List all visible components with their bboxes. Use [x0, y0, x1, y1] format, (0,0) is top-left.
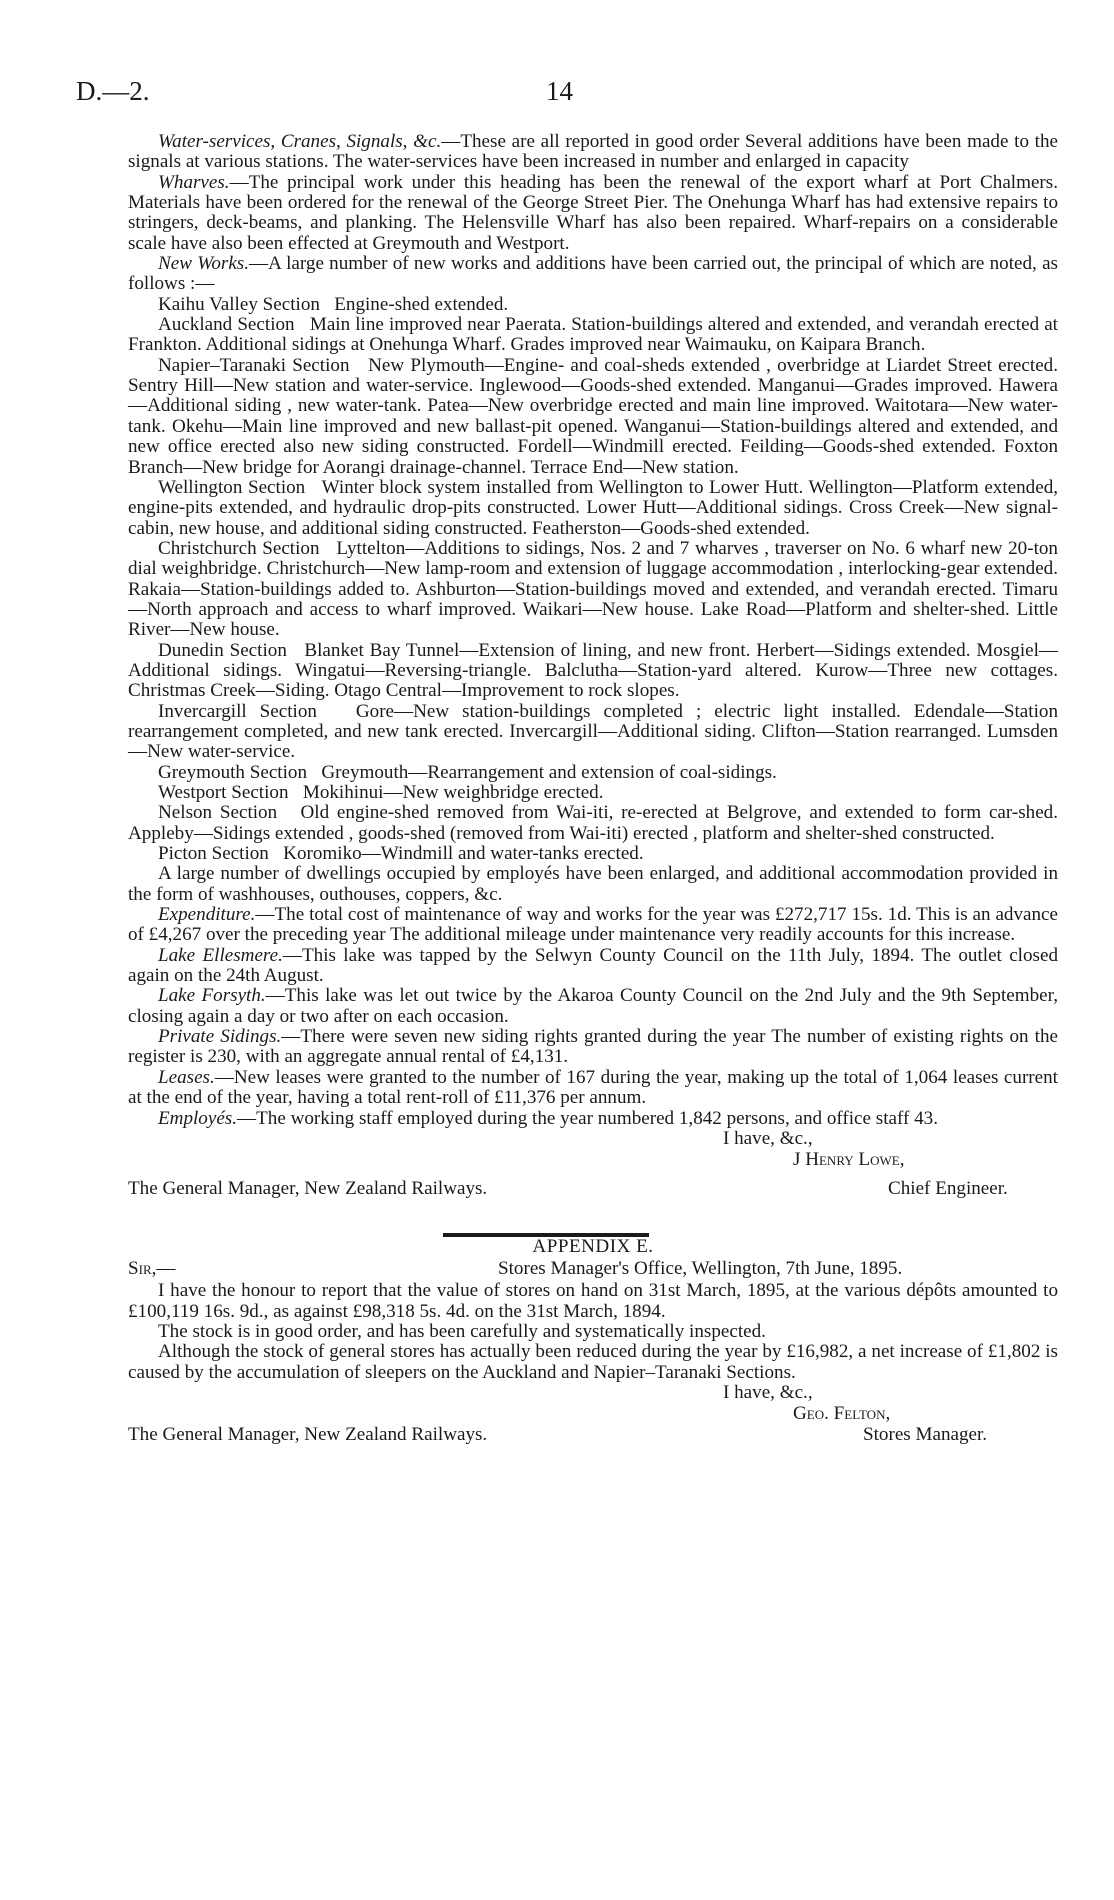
- signoff-closing: I have, &c.,: [723, 1381, 813, 1403]
- signoff-addressee: The General Manager, New Zealand Railways.: [128, 1177, 488, 1199]
- signoff-closing: I have, &c.,: [723, 1127, 813, 1149]
- section-entry: Christchurch Section Lyttelton—Additions to sidings, Nos. 2 and 7 wharves , traverser on No. 6 wharf new 20-ton dial weighbridge. Christchurch—New lamp-room and extension of luggage accommodation , interlocking-gear extended. Rakaia—Station-buildings added to. Ashburton—Station-buildings moved and extended, and verandah erected. Timaru—North approach and access to wharf improved. Waikari—New house. Lake Road—Platform and shelter-shed. Little River—New house.: [128, 537, 1058, 641]
- section-name: Kaihu Valley Section: [158, 293, 320, 315]
- heading-lake-forsyth: Lake Forsyth.: [158, 985, 266, 1007]
- heading-expenditure: Expenditure.: [158, 904, 256, 926]
- section-entry: Invercargill Section Gore—New station-buildings completed ; electric light installed. Edendale—Station rearrangement completed, and new tank erected. Invercargill—Additional siding. Clifton—Station rearranged. Lumsden—New water-service.: [128, 700, 1058, 763]
- section-name: Greymouth Section: [158, 761, 308, 783]
- section-name: Westport Section: [158, 782, 289, 803]
- paragraph-private-sidings: Private Sidings.—There were seven new siding rights granted during the year The number of existing rights on the register is 230, with an aggregate annual rental of £4,131.: [128, 1026, 1058, 1068]
- section-entry: Napier–Taranaki Section New Plymouth—Engine- and coal-sheds extended , overbridge at Liardet Street erected. Sentry Hill—New station and water-service. Inglewood—Goods-shed extended. Manganui—Grades improved. Hawera—Additional siding , new water-tank. Patea—New overbridge erected and main line improved. Waitotara—New water-tank. Okehu—Main line improved and new ballast-pit opened. Wanganui—Station-buildings altered and extended, and new office erected also new siding constructed. Fordell—Windmill erected. Feilding—Goods-shed extended. Foxton Branch—New bridge for Aorangi drainage-channel. Terrace End—New station.: [128, 354, 1058, 478]
- section-entry: Auckland Section Main line improved near Paerata. Station-buildings altered and extended, and verandah erected at Frankton. Additional sidings at Onehunga Wharf. Grades improved near Waimauku, on Kaipara Branch.: [128, 314, 1058, 356]
- section-entry: Kaihu Valley Section Engine-shed extended.: [158, 293, 509, 315]
- section-name: Wellington Section: [158, 476, 306, 498]
- section-name: Napier–Taranaki Section: [158, 354, 350, 376]
- section-entry: Dunedin Section Blanket Bay Tunnel—Extension of lining, and new front. Herbert—Sidings extended. Mosgiel—Additional sidings. Wingatui—Reversing-triangle. Balclutha—Station-yard altered. Kurow—Three new cottages. Christmas Creek—Siding. Otago Central—Improvement to rock slopes.: [128, 639, 1058, 702]
- heading-leases: Leases.: [158, 1066, 215, 1088]
- appendix-paragraph: I have the honour to report that the value of stores on hand on 31st March, 1895, at the various dépôts amounted to £100,119 16s. 9d., as against £98,318 5s. 4d. on the 31st March, 1894.: [128, 1280, 1058, 1322]
- signoff-addressee: The General Manager, New Zealand Railways.: [128, 1423, 488, 1445]
- signoff-title: Chief Engineer.: [888, 1177, 1008, 1199]
- paragraph-new-works: New Works.—A large number of new works and additions have been carried out, the principal of which are noted, as follows :—: [128, 253, 1058, 295]
- page-code: D.—2.: [76, 76, 150, 106]
- paragraph-lake-forsyth: Lake Forsyth.—This lake was let out twice by the Akaroa County Council on the 2nd July and the 9th September, closing again a day or two after on each occasion.: [128, 985, 1058, 1027]
- paragraph-wharves: Wharves.—The principal work under this heading has been the renewal of the export wharf at Port Chalmers. Materials have been ordered for the renewal of the George Street Pier. The Onehunga Wharf has had extensive repairs to stringers, deck-beams, and planking. The Helensville Wharf has also been repaired. Wharf-repairs on a considerable scale have also been effected at Greymouth and Westport.: [128, 171, 1058, 254]
- signoff-signature: Geo. Felton,: [793, 1402, 891, 1424]
- section-entry: Picton Section Koromiko—Windmill and water-tanks erected.: [158, 843, 644, 865]
- heading-new-works: New Works.: [158, 253, 250, 275]
- page-header: [76, 76, 1056, 112]
- paragraph-expenditure: Expenditure.—The total cost of maintenance of way and works for the year was £272,717 15s. 1d. This is an advance of £4,267 over the preceding year The additional mileage under maintenance very readily accounts for this increase.: [128, 904, 1058, 946]
- paragraph-water-services: Water-services, Cranes, Signals, &c.—These are all reported in good order Several additions have been made to the signals at various stations. The water-services have been increased in number and enlarged in capacity: [128, 131, 1058, 173]
- section-name: Dunedin Section: [158, 639, 287, 661]
- paragraph-employes: Employés.—The working staff employed during the year numbered 1,842 persons, and office staff 43.: [158, 1107, 939, 1129]
- section-entry: Greymouth Section Greymouth—Rearrangement and extension of coal-sidings.: [158, 761, 777, 783]
- section-name: Invercargill Section: [158, 700, 317, 722]
- section-name: Picton Section: [158, 843, 269, 865]
- heading-wharves: Wharves.: [158, 171, 230, 193]
- signoff-title: Stores Manager.: [863, 1423, 988, 1445]
- page-number: 14: [546, 76, 573, 106]
- appendix-title: APPENDIX E.: [532, 1235, 654, 1257]
- paragraph-leases: Leases.—New leases were granted to the number of 167 during the year, making up the total of 1,064 leases current at the end of the year, having a total rent-roll of £11,376 per annum.: [128, 1066, 1058, 1109]
- heading-lake-ellesmere: Lake Ellesmere.: [158, 944, 283, 966]
- appendix-paragraph: The stock is in good order, and has been carefully and systematically inspected.: [158, 1320, 766, 1342]
- signoff-signature: J Henry Lowe,: [793, 1148, 905, 1170]
- salutation: Sir,—: [128, 1258, 176, 1280]
- section-name: Nelson Section: [158, 802, 278, 824]
- section-entry: Nelson Section Old engine-shed removed from Wai-iti, re-erected at Belgrove, and extended to form car-shed. Appleby—Sidings extended , goods-shed (removed from Wai-iti) erected , platform and shelter-shed constructed.: [128, 802, 1058, 844]
- heading-private-sidings: Private Sidings.: [158, 1026, 282, 1048]
- appendix-salutation-line: [128, 1259, 1058, 1281]
- section-entry: Westport Section Mokihinui—New weighbridge erected.: [158, 782, 604, 803]
- report-signoff: [128, 1129, 1058, 1211]
- office-date: Stores Manager's Office, Wellington, 7th June, 1895.: [498, 1258, 903, 1280]
- paragraph-lake-ellesmere: Lake Ellesmere.—This lake was tapped by the Selwyn County Council on the 11th July, 1894. The outlet closed again on the 24th August.: [128, 944, 1058, 987]
- paragraph-dwellings: A large number of dwellings occupied by employés have been enlarged, and additional accommodation provided in the form of washhouses, outhouses, coppers, &c.: [128, 863, 1058, 905]
- heading-employes: Employés.: [158, 1107, 238, 1129]
- report-body: [128, 132, 1058, 1447]
- section-name: Christchurch Section: [158, 537, 320, 559]
- appendix-signoff: [128, 1383, 1058, 1447]
- section-entry: Wellington Section Winter block system installed from Wellington to Lower Hutt. Wellington—Platform extended, engine-pits extended, and hydraulic drop-pits constructed. Lower Hutt—Additional sidings. Cross Creek—New signal-cabin, new house, and additional siding constructed. Featherston—Goods-shed extended.: [128, 476, 1059, 539]
- section-name: Auckland Section: [158, 314, 295, 336]
- appendix-paragraph: Although the stock of general stores has actually been reduced during the year by £16,982, a net increase of £1,802 is caused by the accumulation of sleepers on the Auckland and Napier–Taranaki Sections.: [128, 1341, 1058, 1383]
- heading-water-services: Water-services, Cranes, Signals, &c.: [158, 131, 442, 152]
